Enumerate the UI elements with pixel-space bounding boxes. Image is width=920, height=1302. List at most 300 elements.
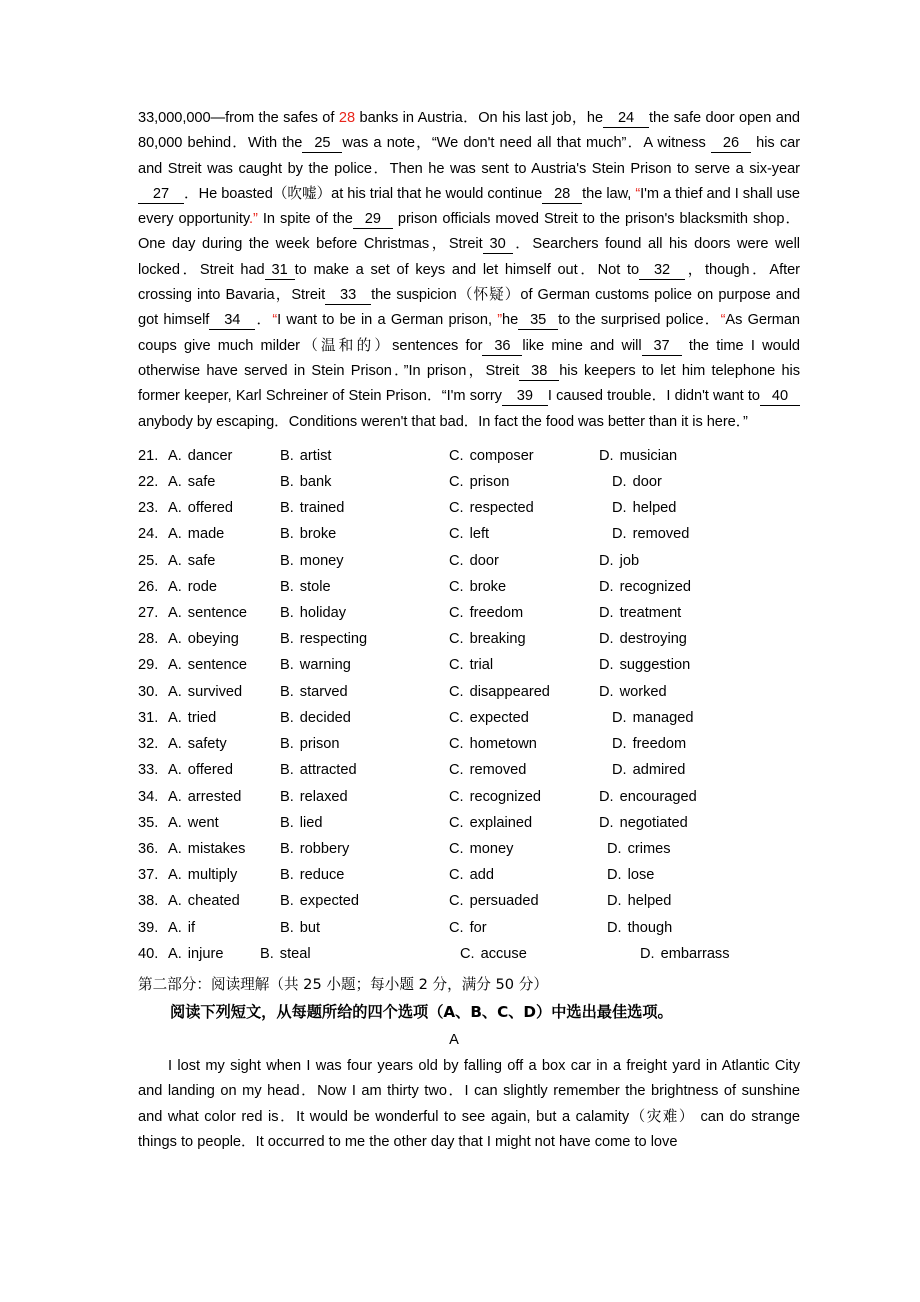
option-row [138,548,800,574]
cloze-blank-28: 28 [542,185,582,204]
option-row [138,836,800,862]
highlighted-text: “ [272,312,278,329]
option-text: robbery [299,840,350,857]
option-text: expected [299,893,360,910]
option-choice-d[interactable] [612,705,693,731]
option-row [138,626,800,652]
option-letter: A. [168,447,182,464]
option-row [138,443,800,469]
option-text: warning [299,657,351,674]
option-letter: C. [449,867,464,884]
option-letter: C. [449,526,464,543]
option-row [138,784,800,810]
option-number: 37. [138,867,159,884]
option-choice-b[interactable] [280,548,449,574]
option-text: breaking [469,631,526,648]
option-number: 26. [138,578,159,595]
option-letter: C. [449,683,464,700]
option-letter: B. [280,605,294,622]
option-letter: D. [599,578,614,595]
option-choice-b[interactable] [280,705,449,731]
option-choice-b[interactable] [280,521,449,547]
option-letter: D. [599,631,614,648]
option-choice-d[interactable] [599,443,677,469]
option-letter: D. [607,867,622,884]
option-text: sentence [187,605,248,622]
option-choice-d[interactable] [599,810,688,836]
option-choice-b[interactable] [280,626,449,652]
option-letter: C. [449,736,464,753]
option-choice-d[interactable] [599,679,667,705]
option-choice-b[interactable] [280,443,449,469]
option-letter: A. [168,945,182,962]
option-choice-a[interactable] [168,626,280,652]
option-text: made [187,526,225,543]
option-letter: A. [168,788,182,805]
option-row [138,757,800,783]
option-letter: D. [607,919,622,936]
option-letter: B. [280,867,294,884]
option-choice-c[interactable] [449,705,612,731]
cloze-blank-32: 32 [639,261,685,280]
option-letter: C. [449,840,464,857]
reading-passage-body: I lost my sight when I was four years old by falling off a box car in a freight yard in Atlantic City and landing on my head．Now I am thirty two．I can slightly remember the brightness of sunshine and what color red is．It would be wonderful to see again, but a calamity（灾难） can do strange things to people．It occurred to me the other day that I might not have come to love [138,1057,800,1150]
option-text: holiday [299,605,347,622]
option-number: 40. [138,945,159,962]
option-text: though [627,919,673,936]
option-text: bank [299,474,332,491]
section-heading: 第二部分：阅读理解（共 25 小题；每小题 2 分，满分 50 分） [138,975,548,993]
option-number: 25. [138,552,159,569]
option-choice-a[interactable] [168,941,260,967]
cloze-passage [138,106,800,435]
cloze-blank-35: 35 [518,311,558,330]
option-letter: C. [449,447,464,464]
option-choice-d[interactable] [612,757,685,783]
option-text: money [299,552,344,569]
cloze-blank-34: 34 [209,311,255,330]
option-row [138,495,800,521]
option-letter: B. [280,500,294,517]
option-letter: D. [612,500,627,517]
option-choice-c[interactable] [449,784,599,810]
option-text: left [469,526,490,543]
option-text: freedom [469,605,524,622]
option-text: money [469,840,514,857]
option-text: decided [299,709,351,726]
option-row [138,469,800,495]
option-choice-c[interactable] [449,574,599,600]
option-letter: B. [280,447,294,464]
option-choice-b[interactable] [280,888,449,914]
option-text: relaxed [299,788,348,805]
cloze-blank-30: 30 [483,235,513,254]
passage-letter-label: A [449,1031,459,1048]
option-letter: B. [280,657,294,674]
cloze-blank-24: 24 [603,109,649,128]
option-text: safe [187,552,216,569]
option-text: explained [469,814,533,831]
option-choice-d[interactable] [607,836,671,862]
option-choice-a[interactable] [168,731,280,757]
cloze-blank-26: 26 [711,134,751,153]
option-text: door [469,552,499,569]
option-text: destroying [619,631,687,648]
option-letter: B. [280,762,294,779]
option-letter: C. [449,605,464,622]
option-row [138,574,800,600]
option-letter: C. [449,788,464,805]
option-number: 31. [138,709,159,726]
cloze-blank-27: 27 [138,185,184,204]
option-text: recognized [619,578,691,595]
option-text: respected [469,500,534,517]
option-choice-c[interactable] [449,810,599,836]
option-letter: B. [280,631,294,648]
option-text: lose [627,867,655,884]
option-choice-a[interactable] [168,836,280,862]
option-choice-c[interactable] [449,626,599,652]
option-letter: C. [460,945,475,962]
option-text: offered [187,762,233,779]
option-text: removed [632,526,690,543]
option-choice-b[interactable] [280,679,449,705]
option-choice-a[interactable] [168,810,280,836]
option-choice-a[interactable] [168,705,280,731]
option-row [138,521,800,547]
option-row [138,652,800,678]
cloze-blank-40: 40 [760,387,800,406]
option-choice-b[interactable] [280,495,449,521]
option-number: 30. [138,683,159,700]
option-number: 33. [138,762,159,779]
option-letter: B. [280,919,294,936]
option-text: embarrass [660,945,730,962]
option-text: trial [469,657,494,674]
option-choice-b[interactable] [280,600,449,626]
option-choice-d[interactable] [640,941,730,967]
option-choice-d[interactable] [607,862,654,888]
option-number: 32. [138,736,159,753]
option-letter: D. [640,945,655,962]
option-text: encouraged [619,788,697,805]
option-text: job [619,552,640,569]
option-choice-a[interactable] [168,521,280,547]
option-letter: A. [168,631,182,648]
option-choice-c[interactable] [460,941,640,967]
option-text: composer [469,447,534,464]
option-text: suggestion [619,657,691,674]
option-text: disappeared [469,683,550,700]
option-text: recognized [469,788,541,805]
option-letter: A. [168,552,182,569]
option-letter: D. [599,552,614,569]
option-text: respecting [299,631,368,648]
option-text: but [299,919,321,936]
option-choice-d[interactable] [612,495,676,521]
option-letter: A. [168,578,182,595]
options-list [138,443,800,967]
option-choice-b[interactable] [280,862,449,888]
option-text: tried [187,709,217,726]
option-choice-a[interactable] [168,679,280,705]
option-row [138,941,800,967]
option-letter: D. [612,709,627,726]
option-choice-b[interactable] [280,469,449,495]
option-letter: C. [449,762,464,779]
option-choice-d[interactable] [599,784,697,810]
option-letter: C. [449,578,464,595]
option-letter: A. [168,840,182,857]
highlighted-text: .” [249,211,258,228]
option-letter: C. [449,657,464,674]
option-number: 29. [138,657,159,674]
option-number: 39. [138,919,159,936]
option-text: broke [299,526,337,543]
option-letter: A. [168,709,182,726]
option-choice-d[interactable] [612,731,686,757]
option-choice-c[interactable] [449,495,612,521]
option-letter: D. [607,840,622,857]
option-row [138,915,800,941]
option-letter: D. [599,814,614,831]
cloze-blank-39: 39 [502,387,548,406]
option-letter: A. [168,474,182,491]
option-text: admired [632,762,686,779]
option-text: broke [469,578,507,595]
option-choice-b[interactable] [280,652,449,678]
option-row [138,862,800,888]
option-choice-c[interactable] [449,731,612,757]
option-number: 24. [138,526,159,543]
option-choice-d[interactable] [612,469,662,495]
option-text: offered [187,500,233,517]
option-letter: B. [280,552,294,569]
option-choice-a[interactable] [168,862,280,888]
option-choice-d[interactable] [607,915,672,941]
option-choice-c[interactable] [449,600,599,626]
option-text: artist [299,447,332,464]
option-choice-d[interactable] [607,888,671,914]
option-letter: B. [280,736,294,753]
option-letter: A. [168,683,182,700]
option-choice-a[interactable] [168,915,280,941]
option-text: starved [299,683,348,700]
option-row [138,731,800,757]
option-row [138,888,800,914]
cloze-blank-29: 29 [353,210,393,229]
option-text: multiply [187,867,238,884]
option-letter: C. [449,631,464,648]
option-text: obeying [187,631,239,648]
option-choice-a[interactable] [168,574,280,600]
option-letter: D. [612,474,627,491]
option-letter: A. [168,605,182,622]
option-text: helped [632,500,677,517]
option-text: treatment [619,605,682,622]
cloze-blank-37: 37 [642,337,682,356]
option-letter: C. [449,919,464,936]
option-letter: B. [280,474,294,491]
option-choice-c[interactable] [449,443,599,469]
option-text: expected [469,709,529,726]
option-choice-c[interactable] [449,521,612,547]
option-number: 35. [138,814,159,831]
option-text: managed [632,709,694,726]
option-text: negotiated [619,814,688,831]
option-choice-a[interactable] [168,495,280,521]
option-letter: B. [280,893,294,910]
option-text: went [187,814,219,831]
option-letter: A. [168,762,182,779]
option-number: 34. [138,788,159,805]
option-choice-b[interactable] [260,941,460,967]
option-choice-c[interactable] [449,915,607,941]
option-row [138,705,800,731]
option-choice-d[interactable] [599,600,681,626]
option-choice-a[interactable] [168,652,280,678]
option-text: accuse [480,945,527,962]
option-letter: A. [168,526,182,543]
option-letter: D. [612,526,627,543]
cloze-blank-38: 38 [519,362,559,381]
option-choice-c[interactable] [449,469,612,495]
option-letter: A. [168,814,182,831]
option-text: prison [469,474,510,491]
option-choice-a[interactable] [168,548,280,574]
option-letter: A. [168,893,182,910]
option-text: for [469,919,487,936]
option-choice-a[interactable] [168,757,280,783]
option-choice-b[interactable] [280,810,449,836]
option-letter: D. [599,683,614,700]
option-text: reduce [299,867,345,884]
option-choice-a[interactable] [168,469,280,495]
option-number: 36. [138,840,159,857]
option-letter: C. [449,893,464,910]
option-number: 21. [138,447,159,464]
option-choice-b[interactable] [280,731,449,757]
option-text: worked [619,683,667,700]
option-choice-c[interactable] [449,836,607,862]
option-choice-c[interactable] [449,862,607,888]
option-choice-c[interactable] [449,548,599,574]
option-text: steal [279,945,311,962]
option-choice-c[interactable] [449,888,607,914]
option-letter: B. [280,788,294,805]
highlighted-text: 28 [338,110,356,126]
option-choice-b[interactable] [280,784,449,810]
option-text: lied [299,814,323,831]
option-letter: B. [280,578,294,595]
option-choice-a[interactable] [168,600,280,626]
option-choice-d[interactable] [599,548,639,574]
option-letter: D. [607,893,622,910]
option-letter: C. [449,709,464,726]
option-number: 22. [138,474,159,491]
option-choice-a[interactable] [168,784,280,810]
option-choice-a[interactable] [168,888,280,914]
option-choice-d[interactable] [599,574,691,600]
option-row [138,810,800,836]
option-choice-a[interactable] [168,443,280,469]
option-choice-d[interactable] [599,626,687,652]
option-number: 28. [138,631,159,648]
option-letter: B. [280,526,294,543]
option-text: crimes [627,840,671,857]
option-letter: A. [168,867,182,884]
option-text: helped [627,893,672,910]
option-text: door [632,474,662,491]
option-text: hometown [469,736,537,753]
cloze-blank-31: 31 [265,261,295,280]
option-letter: C. [449,814,464,831]
option-text: sentence [187,657,248,674]
option-text: injure [187,945,224,962]
option-text: survived [187,683,243,700]
option-letter: A. [168,736,182,753]
option-text: freedom [632,736,687,753]
highlighted-text: “ [720,312,726,329]
section-instruction: 阅读下列短文，从每题所给的四个选项（A、B、C、D）中选出最佳选项。 [170,1002,673,1021]
option-letter: D. [599,605,614,622]
option-choice-b[interactable] [280,915,449,941]
option-text: removed [469,762,527,779]
option-number: 38. [138,893,159,910]
highlighted-text: “ [635,185,641,202]
option-letter: B. [260,945,274,962]
option-choice-b[interactable] [280,757,449,783]
option-text: arrested [187,788,242,805]
cloze-blank-25: 25 [302,134,342,153]
option-choice-d[interactable] [612,521,689,547]
option-letter: C. [449,500,464,517]
option-letter: D. [599,657,614,674]
option-choice-b[interactable] [280,836,449,862]
option-letter: D. [612,736,627,753]
option-row [138,600,800,626]
option-number: 27. [138,605,159,622]
option-choice-b[interactable] [280,574,449,600]
option-text: attracted [299,762,357,779]
option-text: add [469,867,494,884]
option-text: safe [187,474,216,491]
option-text: mistakes [187,840,246,857]
option-row [138,679,800,705]
cloze-blank-36: 36 [482,337,522,356]
option-letter: B. [280,709,294,726]
option-choice-c[interactable] [449,679,599,705]
option-letter: C. [449,552,464,569]
option-text: persuaded [469,893,539,910]
option-choice-c[interactable] [449,757,612,783]
option-text: safety [187,736,227,753]
option-text: dancer [187,447,233,464]
option-text: rode [187,578,218,595]
option-letter: B. [280,840,294,857]
option-letter: A. [168,919,182,936]
option-letter: B. [280,683,294,700]
option-choice-c[interactable] [449,652,599,678]
option-text: musician [619,447,678,464]
option-letter: A. [168,657,182,674]
option-text: trained [299,500,345,517]
option-number: 23. [138,500,159,517]
option-text: if [187,919,196,936]
option-choice-d[interactable] [599,652,690,678]
reading-passage [138,1054,800,1155]
option-letter: D. [599,788,614,805]
